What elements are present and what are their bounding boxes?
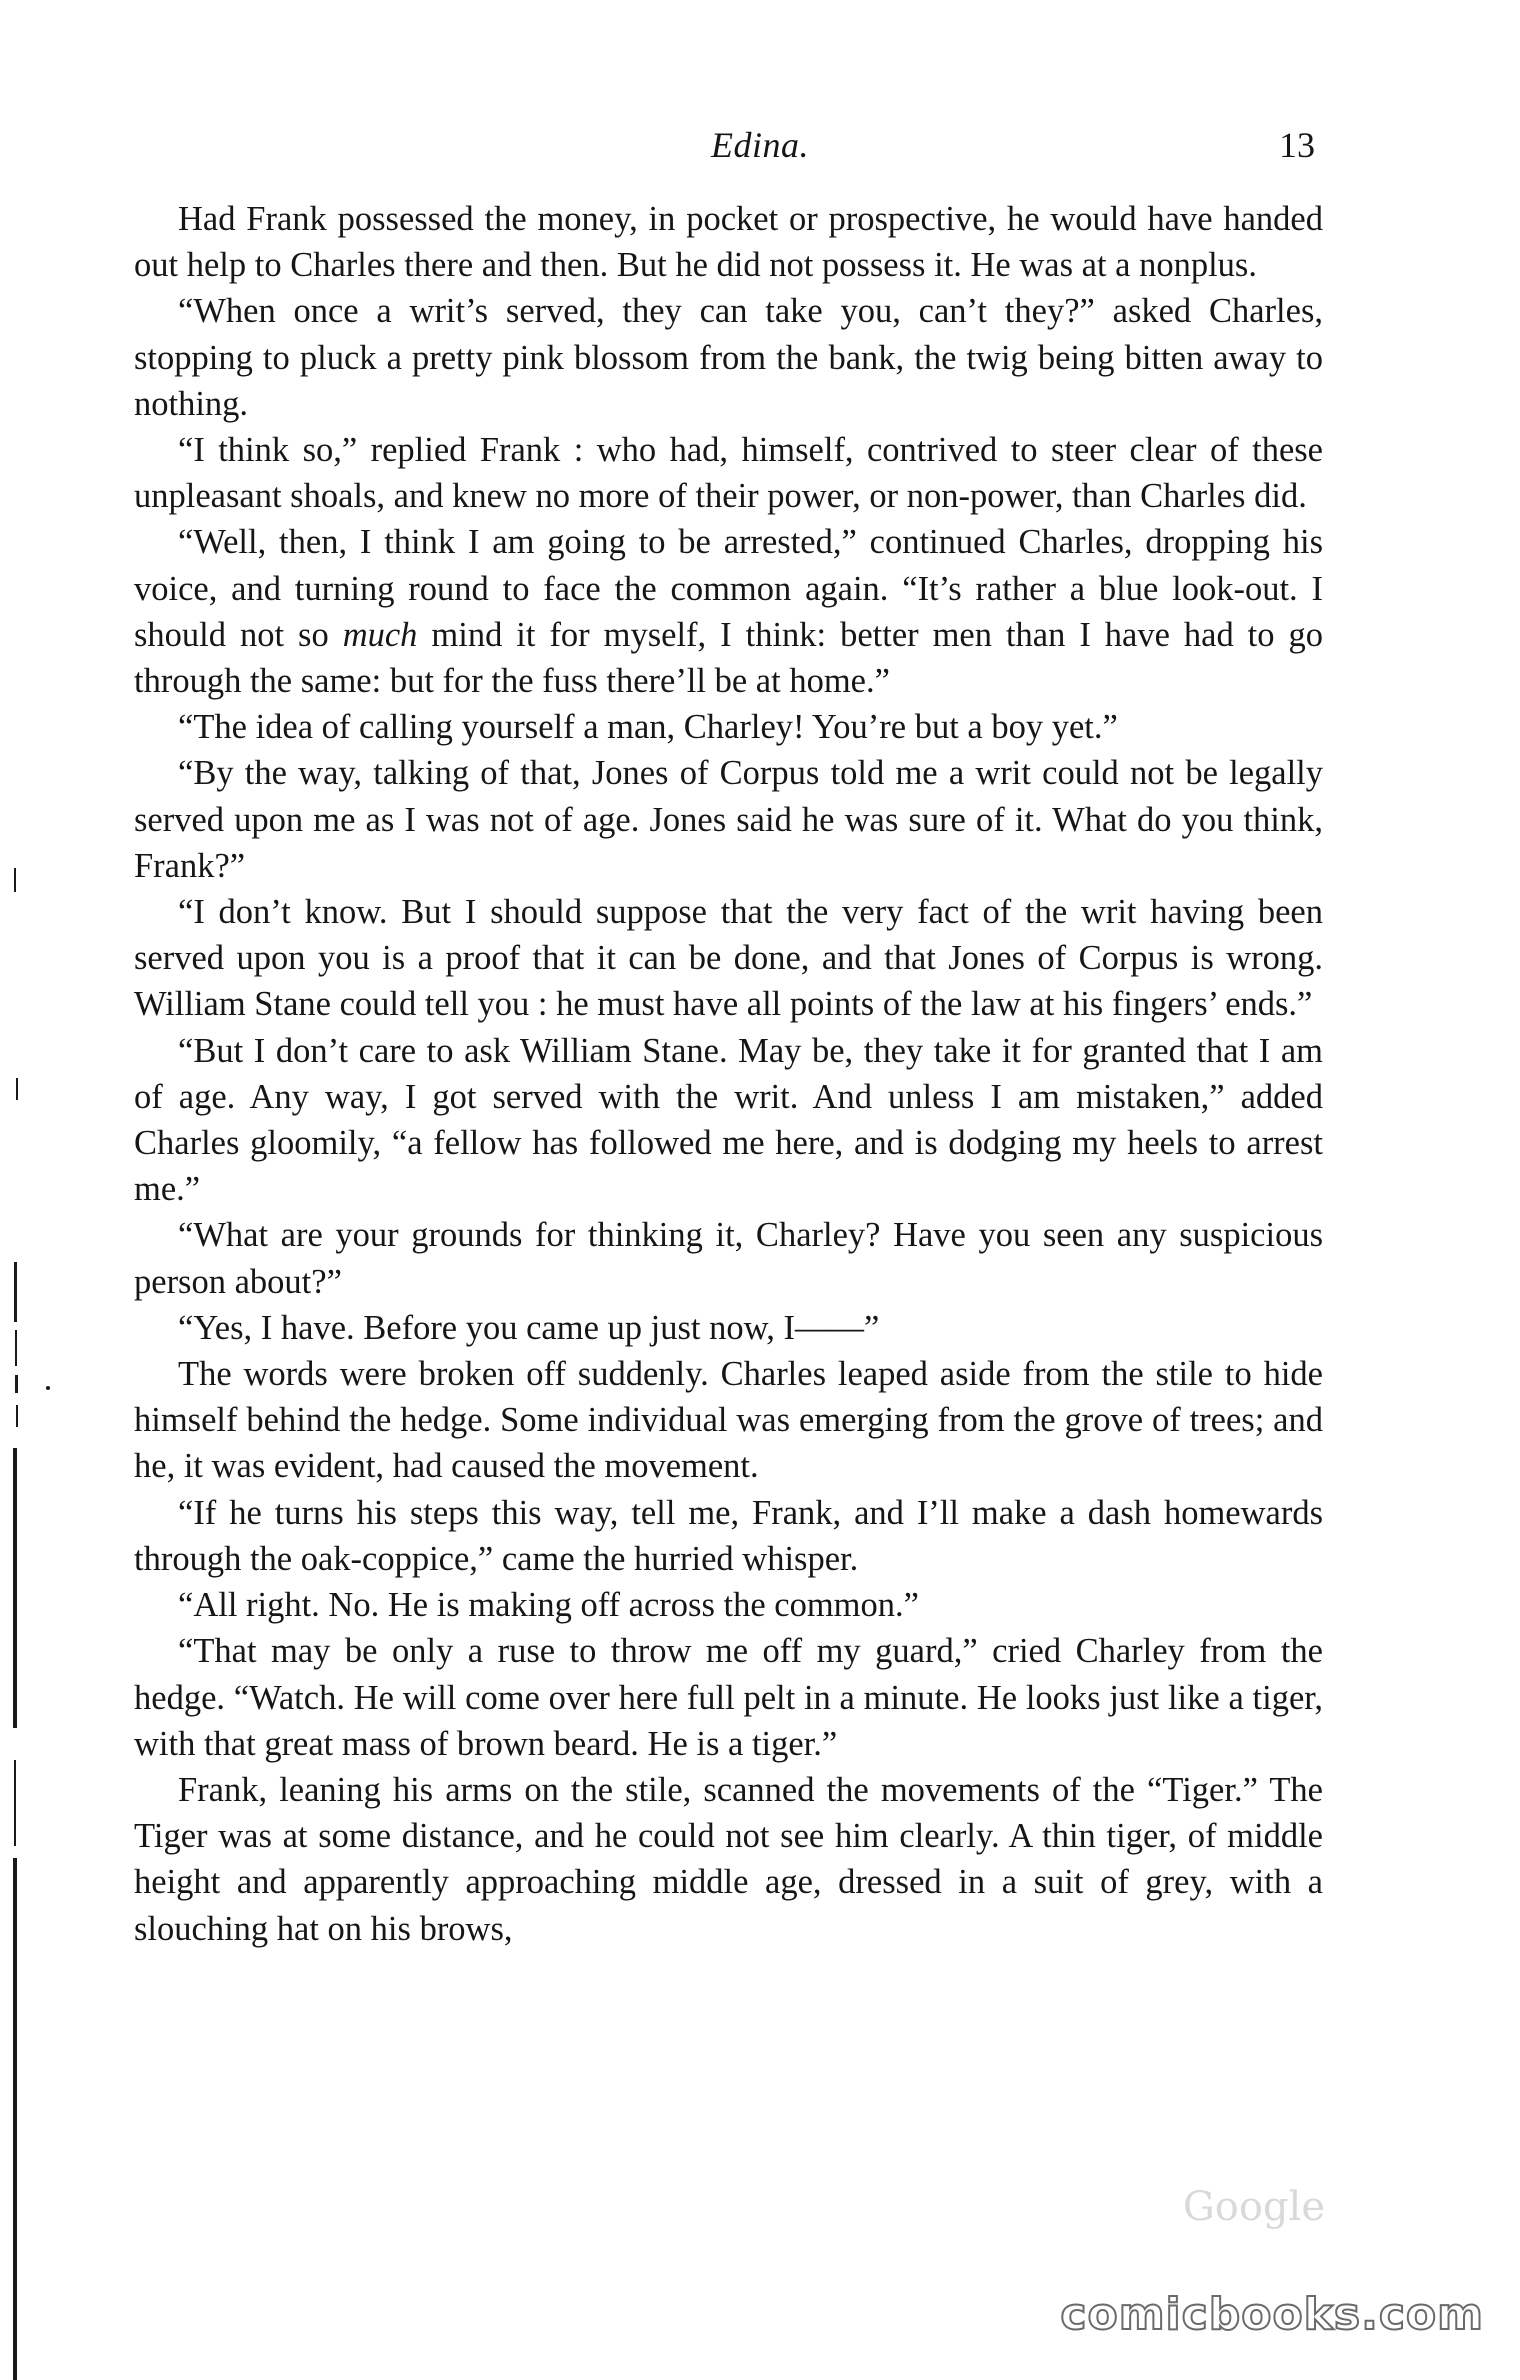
paragraph-7: “I don’t know. But I should suppose that the very fact of the writ having been served upon you is a proof that it can be done, and that Jones of Corpus is wrong. William Stane could tell you : he must have all points of the law at his fingers’ ends.” — [134, 893, 1323, 1024]
site-watermark: comicbooks.com — [1060, 2289, 1484, 2340]
gutter-mark-7 — [16, 1405, 18, 1427]
paragraph-12: “If he turns his steps this way, tell me, Frank, and I’ll make a dash homewards through the oak-coppice,” came the hurried whisper. — [134, 1493, 1323, 1578]
page-number: 13 — [1279, 125, 1315, 165]
paragraph-1: Had Frank possessed the money, in pocket or prospective, he would have handed out help to Charles there and then. But he did not possess it. He was at a nonplus. — [134, 200, 1323, 285]
gutter-mark-3 — [14, 1262, 17, 1322]
paragraph-14: “That may be only a ruse to throw me off my guard,” cried Charley from the hedge. “Watch. He will come over here full pelt in a minute. He looks just like a tiger, with that great mass of brown beard. He is a tiger.” — [134, 1632, 1323, 1763]
body-text — [134, 196, 1323, 1952]
paragraph-3: “I think so,” replied Frank : who had, himself, contrived to steer clear of these unpleasant shoals, and knew no more of their power, or non-power, than Charles did. — [134, 431, 1323, 516]
paragraph-4 — [134, 519, 1323, 704]
gutter-mark-10 — [13, 1858, 17, 2380]
paragraph-6: “By the way, talking of that, Jones of Corpus told me a writ could not be legally served upon me as I was not of age. Jones said he was sure of it. What do you think, Frank?” — [134, 754, 1323, 885]
paragraph-4-text-after: mind it for myself, I think: better men than I have had to go through the same: but for the fuss there’ll be at home.” — [134, 615, 1323, 701]
digitizer-watermark: Google — [1182, 2184, 1325, 2230]
gutter-mark-5 — [15, 1375, 18, 1393]
paragraph-10: “Yes, I have. Before you came up just now, I——” — [178, 1308, 880, 1347]
paragraph-8: “But I don’t care to ask William Stane. May be, they take it for granted that I am of age. Any way, I got served with the writ. And unless I am mistaken,” added Charles gloomily, “a fellow has followed me here, and is dodging my heels to arrest me.” — [134, 1031, 1323, 1209]
paragraph-9: “What are your grounds for thinking it, Charley? Have you seen any suspicious person about?” — [134, 1216, 1323, 1301]
running-title: Edina. — [711, 125, 809, 165]
gutter-mark-9 — [14, 1760, 16, 1846]
paragraph-2: “When once a writ’s served, they can take you, can’t they?” asked Charles, stopping to pluck a pretty pink blossom from the bank, the twig being bitten away to nothing. — [134, 292, 1323, 423]
paragraph-4-text-before: “Well, then, I think I am going to be arrested,” continued Charles, dropping his voice, and turning round to face the common again. “It’s rather a blue look-out. I should not so — [134, 523, 1323, 654]
paragraph-13: “All right. No. He is making off across the common.” — [178, 1586, 919, 1625]
gutter-mark-8 — [13, 1448, 17, 1728]
paragraph-15: Frank, leaning his arms on the stile, scanned the movements of the “Tiger.” The Tiger was at some distance, and he could not see him clearly. A thin tiger, of middle height and apparently approaching middle age, dressed in a suit of grey, with a slouching hat on his brows, — [134, 1770, 1323, 1948]
paragraph-5: “The idea of calling yourself a man, Charley! You’re but a boy yet.” — [178, 708, 1118, 747]
gutter-mark-4 — [15, 1330, 17, 1366]
paragraph-11: The words were broken off suddenly. Charles leaped aside from the stile to hide himself behind the hedge. Some individual was emerging from the grove of trees; and he, it was evident, had caused the movement. — [134, 1355, 1323, 1486]
paragraph-4-emphasis: much — [342, 615, 418, 654]
gutter-mark-2 — [16, 1078, 18, 1100]
gutter-mark-6 — [46, 1386, 50, 1390]
gutter-mark-1 — [14, 868, 16, 892]
